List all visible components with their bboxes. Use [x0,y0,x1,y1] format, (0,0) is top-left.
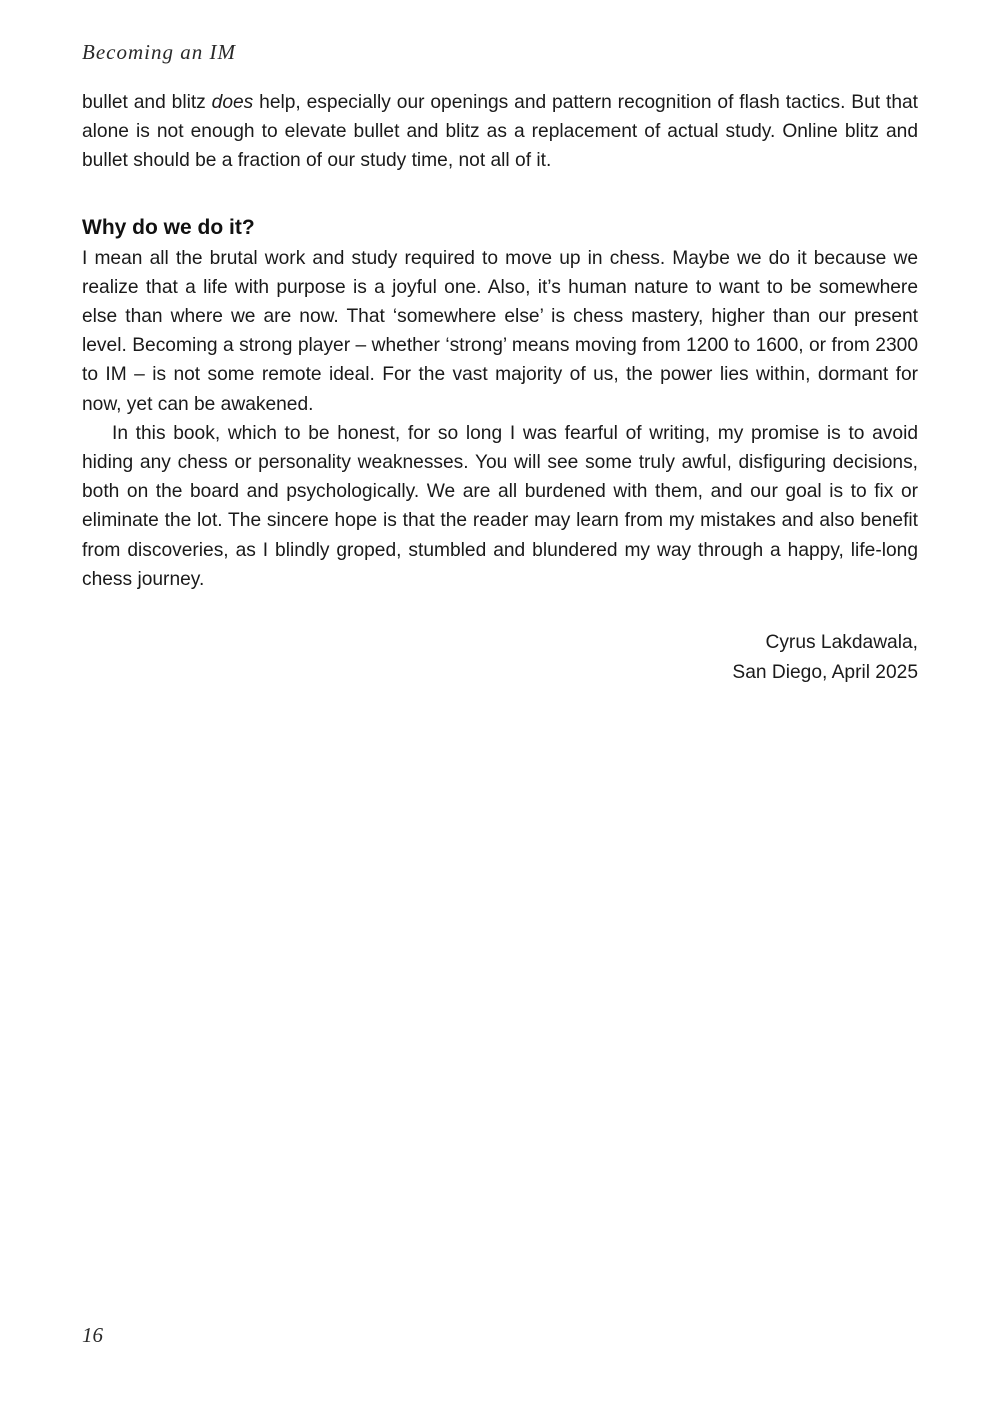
signature-block [82,628,918,688]
page-content [82,88,918,688]
section-heading: Why do we do it? [82,215,255,239]
author-name: Cyrus Lakdawala, [765,632,918,654]
intro-paragraph [82,88,918,176]
place-and-date: San Diego, April 2025 [732,662,918,684]
intro-emphasis: does [211,92,254,113]
section-paragraph-2: In this book, which to be honest, for so long I was fearful of writing, my promise is to avoid hiding any chess or personality weaknesses. You will see some truly awful, disfiguring decisions, both on the board and psychologically. We are all burdened with them, and our goal is to fix or eliminate the lot. The sincere hope is that the reader may learn from my mistakes and also benefit from discoveries, as I blindly groped, stumbled and blundered my way through a happy, life-long chess journey. [82,422,918,590]
intro-text-end: help, especially our openings and pattern recognition of flash tactics. But that alone is not enough to elevate bullet and blitz as a replacement of actual study. Online blitz and bullet should be a fraction of our study time, not all of it. [82,92,918,172]
section-paragraph-1: I mean all the brutal work and study required to move up in chess. Maybe we do it because we realize that a life with purpose is a joyful one. Also, it’s human nature to want to be somewhere else than where we are now. That ‘somewhere else’ is chess mastery, higher than our present level. Becoming a strong player – whether ‘strong’ means moving from 1200 to 1600, or from 2300 to IM – is not some remote ideal. For the vast majority of us, the power lies within, dormant for now, yet can be awakened. [82,247,918,415]
running-head-title: Becoming an IM [82,40,236,64]
page-number: 16 [82,1323,103,1347]
intro-text-start: bullet and blitz [82,92,212,113]
